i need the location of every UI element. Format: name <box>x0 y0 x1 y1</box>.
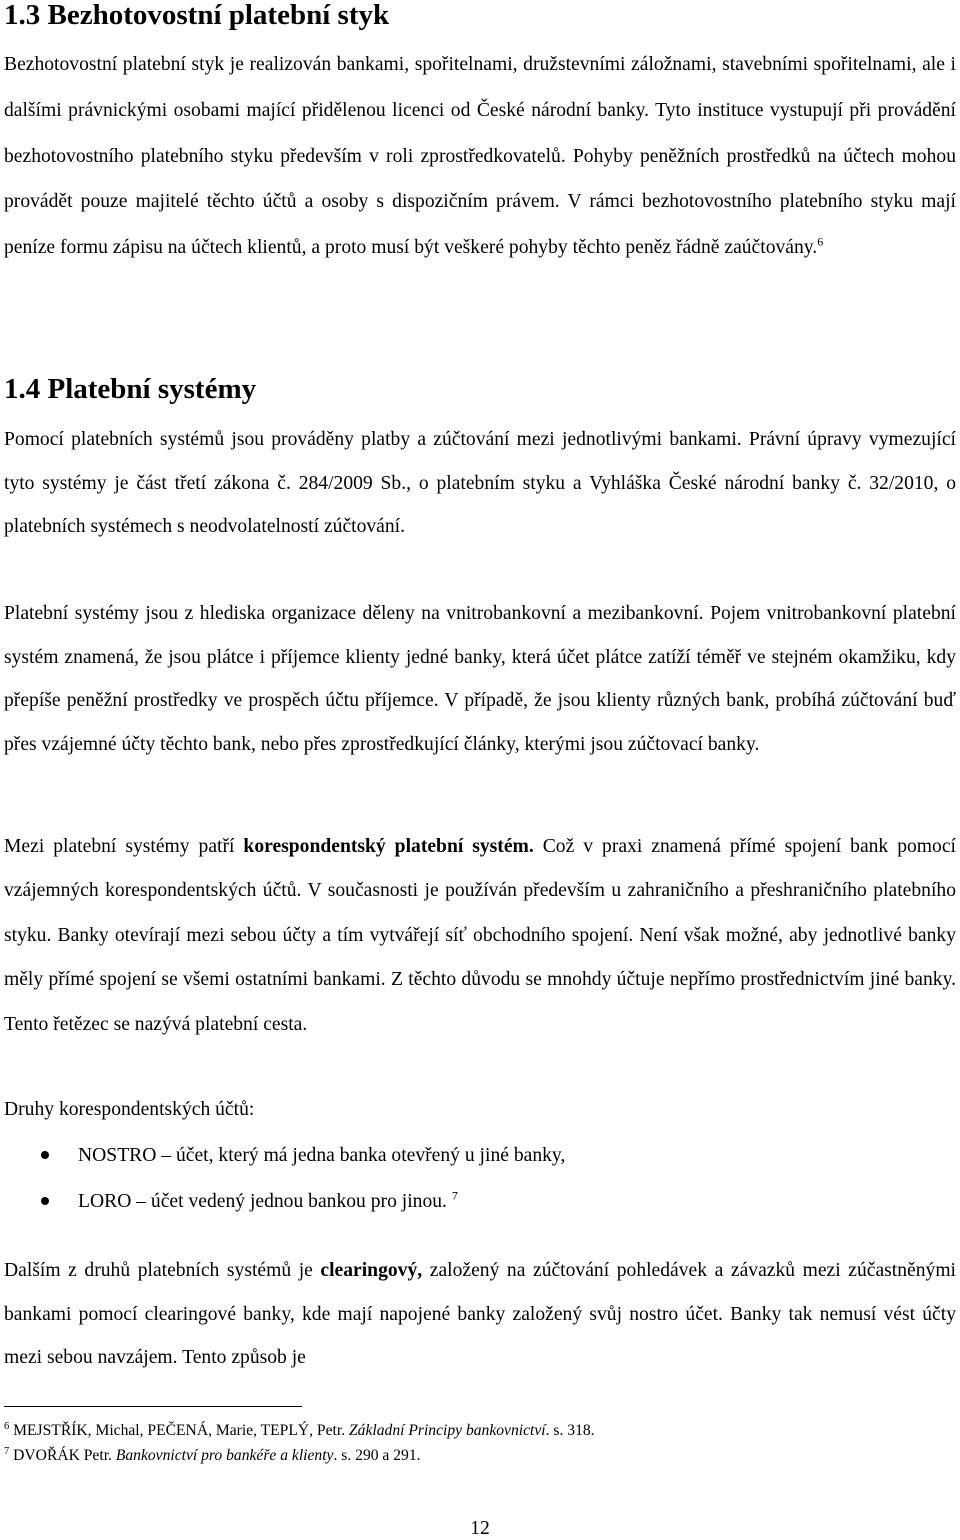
footnote-mark: 7 <box>4 1445 10 1457</box>
footnote-title: Bankovnictví pro bankéře a klienty <box>115 1447 334 1464</box>
footnote-reference: 7 <box>451 1188 458 1203</box>
section-heading: 1.4 Platební systémy <box>4 373 257 405</box>
paragraph-text: Což v praxi znamená přímé spojení bank pomocí vzájemných korespondentských účtů. V současnosti je používán především u zahraničního a přeshraničního platebního styku. Banky otevírají mezi sebou účty a tím vytvářejí síť obchodního spojení. Není však možné, aby jednotlivé banky měly přímé spojení se všemi ostatními bankami. Z těchto důvodu se mnohdy účtuje nepřímo prostřednictvím jiné banky. Tento řetězec se nazývá platební cesta. <box>4 836 956 1035</box>
page-number: 12 <box>470 1518 490 1539</box>
list-intro: Druhy korespondentských účtů: <box>4 1099 255 1120</box>
list-item-text: LORO – účet vedený jednou bankou pro jinou. <box>78 1191 447 1212</box>
footnote <box>4 1446 421 1466</box>
list-item <box>4 1133 956 1179</box>
paragraph-text: Bezhotovostní platební styk je realizován bankami, spořitelnami, družstevními záložnami, stavebními spořitelnami, ale i dalšími právnickými osobami mající přidělenou licenci od České národní banky. Tyto instituce vystupují při provádění bezhotovostního platebního styku především v roli zprostředkovatelů. Pohyby peněžních prostředků na účtech mohou provádět pouze majitelé těchto účtů a osoby s dispozičním právem. V rámci bezhotovostního platebního styku mají peníze formu zápisu na účtech klientů, a proto musí být veškeré pohyby těchto peněz řádně zaúčtovány. <box>4 54 956 259</box>
paragraph-text: založený na zúčtování pohledávek a závazků mezi zúčastněnými bankami pomocí clearingové banky, kde mají napojené banky založený svůj nostro účet. Banky tak nemusí vést účty mezi sebou navzájem. Tento způsob je <box>4 1260 956 1368</box>
footnote-title: Základní Principy bankovnictví <box>349 1422 546 1439</box>
bold-term: korespondentský platební systém. <box>243 836 534 857</box>
paragraph <box>4 42 956 271</box>
paragraph <box>4 1249 956 1380</box>
section-heading: 1.3 Bezhotovostní platební styk <box>4 0 390 31</box>
paragraph <box>4 825 956 1047</box>
footnote <box>4 1421 595 1441</box>
footnote-rest: . s. 290 a 291. <box>333 1447 421 1464</box>
bold-term: clearingový, <box>320 1260 423 1281</box>
paragraph: Pomocí platebních systémů jsou prováděny platby a zúčtování mezi jednotlivými bankami. Právní úpravy vymezující tyto systémy je část třetí zákona č. 284/2009 Sb., o platebním styku a Vyhláška České národní banky č. 32/2010, o platebních systémech s neodvolatelností zúčtování. <box>4 429 956 537</box>
paragraph-text: Dalším z druhů platebních systémů je <box>4 1260 321 1281</box>
footnote-mark: 6 <box>4 1420 10 1432</box>
list-item <box>4 1179 956 1225</box>
footnote-reference: 6 <box>817 234 824 249</box>
paragraph: Platební systémy jsou z hlediska organizace děleny na vnitrobankovní a mezibankovní. Pojem vnitrobankovní platební systém znamená, že jsou plátce i příjemce klienty jedné banky, která účet plátce zatíží téměř ve stejném okamžiku, kdy přepíše peněžní prostředky ve prospěch účtu příjemce. V případě, že jsou klienty různých bank, probíhá zúčtování buď přes vzájemné účty těchto bank, nebo přes zprostředkující články, kterými jsou zúčtovací banky. <box>4 603 956 755</box>
list-item-text: NOSTRO – účet, který má jedna banka otevřený u jiné banky, <box>78 1145 566 1166</box>
bullet-icon <box>41 1197 49 1205</box>
paragraph-text: Mezi platební systémy patří <box>4 836 244 857</box>
footnote-rest: . s. 318. <box>545 1422 595 1439</box>
footnote-authors: MEJSTŘÍK, Michal, PEČENÁ, Marie, TEPLÝ, Petr. <box>13 1422 349 1439</box>
footnote-authors: DVOŘÁK Petr. <box>13 1447 116 1464</box>
footnote-separator <box>4 1406 302 1407</box>
bullet-list <box>4 1133 956 1225</box>
bullet-icon <box>41 1151 49 1159</box>
